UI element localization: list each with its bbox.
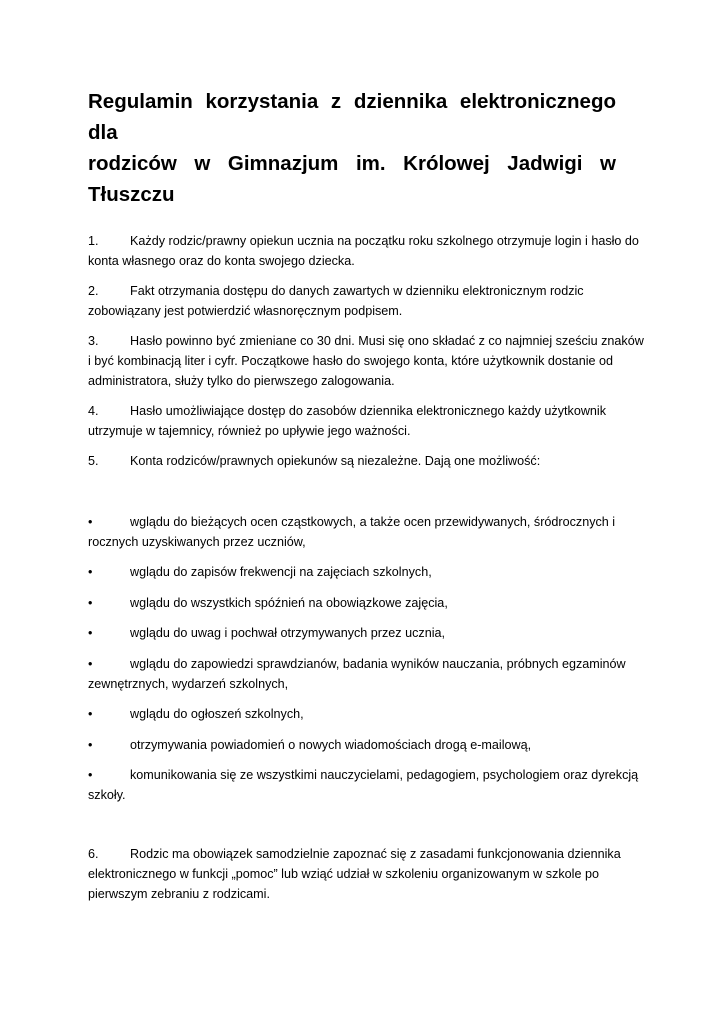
bullet-item-marker: • bbox=[88, 768, 93, 783]
bullet-item bbox=[88, 736, 648, 756]
bullet-item-marker: • bbox=[88, 737, 93, 752]
numbered-point-marker: 3. bbox=[88, 334, 99, 349]
bullet-item bbox=[88, 655, 648, 694]
title-line-1: Regulamin korzystania z dziennika elektronicznego dla bbox=[88, 90, 616, 144]
numbered-point-text: Hasło umożliwiające dostęp do zasobów dziennika elektronicznego każdy użytkownik utrzymuje w tajemnicy, również po upływie jego ważności. bbox=[88, 404, 607, 438]
numbered-points-list bbox=[88, 232, 648, 472]
bullet-item-marker: • bbox=[88, 514, 93, 529]
bullet-list bbox=[88, 513, 648, 806]
numbered-point bbox=[88, 282, 648, 321]
numbered-point-text: Konta rodziców/prawnych opiekunów są niezależne. Dają one możliwość: bbox=[130, 454, 541, 469]
numbered-points-list-continued bbox=[88, 845, 648, 904]
bullet-item-text: wglądu do wszystkich spóźnień na obowiązkowe zajęcia, bbox=[130, 595, 448, 610]
bullet-item-text: wglądu do uwag i pochwał otrzymywanych przez ucznia, bbox=[130, 626, 445, 641]
bullet-item-text: wglądu do bieżących ocen cząstkowych, a także ocen przewidywanych, śródrocznych i rocznych uzyskiwanych przez uczniów, bbox=[88, 514, 616, 549]
bullet-item-marker: • bbox=[88, 595, 93, 610]
numbered-point-marker: 5. bbox=[88, 454, 99, 469]
bullet-item-text: wglądu do zapisów frekwencji na zajęciach szkolnych, bbox=[130, 565, 432, 580]
bullet-item bbox=[88, 705, 648, 725]
bullet-item bbox=[88, 563, 648, 583]
numbered-point bbox=[88, 402, 648, 441]
numbered-point-text: Hasło powinno być zmieniane co 30 dni. Musi się ono składać z co najmniej sześciu znaków i być kombinacją liter i cyfr. Początkowe hasło do swojego konta, które użytkownik dostanie od administratora, służy tylko do pierwszego zalogowania. bbox=[88, 334, 644, 388]
bullet-item bbox=[88, 766, 648, 805]
numbered-point-text: Rodzic ma obowiązek samodzielnie zapoznać się z zasadami funkcjonowania dziennika elektronicznego w funkcji „pomoc” lub wziąć udział w szkoleniu organizowanym w szkole po pierwszym zebraniu z rodzicami. bbox=[88, 847, 621, 901]
bullet-item bbox=[88, 624, 648, 644]
bullet-item bbox=[88, 513, 648, 552]
bullet-item bbox=[88, 594, 648, 614]
document-title bbox=[88, 86, 616, 210]
numbered-point-marker: 2. bbox=[88, 284, 99, 299]
numbered-point-marker: 4. bbox=[88, 404, 99, 419]
numbered-point-marker: 1. bbox=[88, 234, 99, 248]
bullet-item-text: wglądu do zapowiedzi sprawdzianów, badania wyników nauczania, próbnych egzaminów zewnętrznych, wydarzeń szkolnych, bbox=[88, 656, 626, 691]
numbered-point-marker: 6. bbox=[88, 847, 99, 862]
spacer bbox=[88, 816, 648, 845]
bullet-item-marker: • bbox=[88, 565, 93, 580]
numbered-point bbox=[88, 452, 648, 472]
numbered-point bbox=[88, 232, 648, 271]
bullet-item-text: otrzymywania powiadomień o nowych wiadomościach drogą e-mailową, bbox=[130, 737, 532, 752]
spacer bbox=[88, 483, 648, 513]
bullet-item-marker: • bbox=[88, 656, 93, 671]
bullet-item-marker: • bbox=[88, 626, 93, 641]
bullet-item-text: komunikowania się ze wszystkimi nauczycielami, pedagogiem, psychologiem oraz dyrekcją szkoły. bbox=[88, 768, 639, 802]
title-line-2: rodziców w Gimnazjum im. Królowej Jadwigi w Tłuszczu bbox=[88, 152, 616, 206]
bullet-item-marker: • bbox=[88, 707, 93, 722]
bullet-item-text: wglądu do ogłoszeń szkolnych, bbox=[130, 707, 304, 722]
numbered-point bbox=[88, 845, 648, 904]
numbered-point-text: Fakt otrzymania dostępu do danych zawartych w dzienniku elektronicznym rodzic zobowiązany jest potwierdzić własnoręcznym podpisem. bbox=[88, 284, 584, 318]
numbered-point bbox=[88, 332, 648, 391]
document-body bbox=[88, 232, 648, 915]
numbered-point-text: Każdy rodzic/prawny opiekun ucznia na początku roku szkolnego otrzymuje login i hasło do konta własnego oraz do konta swojego dziecka. bbox=[88, 234, 639, 268]
